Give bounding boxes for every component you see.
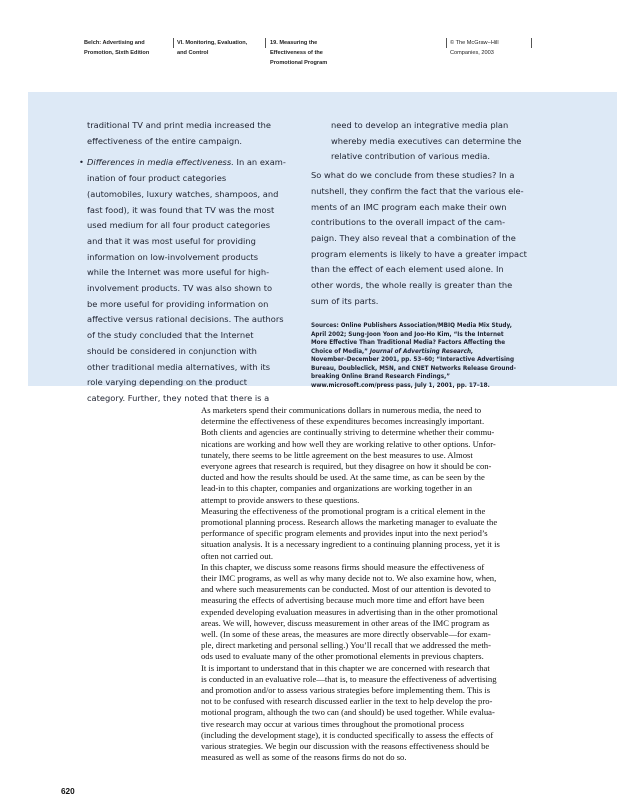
text-line: So what do we conclude from these studies? In a — [311, 170, 515, 181]
text-line: measuring the effects of advertising because much more time and effort have been — [201, 595, 485, 606]
header-divider — [446, 38, 447, 48]
bullet-continuation — [311, 118, 526, 165]
text-line: Measuring the effectiveness of the promotional program is a critical element in the — [201, 505, 486, 516]
text-line: sum of its parts. — [311, 295, 379, 306]
text-line: performance of specific program elements and provides input into the next period’s — [201, 528, 488, 539]
text-line: determine the effectiveness of these expenditures becomes increasingly important. — [201, 416, 485, 427]
header-book-title: Belch: Advertising and Promotion, Sixth Edition — [84, 40, 150, 56]
header-divider — [265, 38, 266, 48]
text-line: and where such measurements can be conducted. Most of our attention is devoted to — [201, 584, 491, 595]
text-line: lead-in to this chapter, companies and organizations are working together in an — [201, 483, 473, 494]
text-line: relative contribution of various media. — [331, 151, 490, 162]
header-divider — [173, 38, 174, 48]
text-line: nications are working and how well they are working relative to other options. Unfor- — [201, 438, 496, 449]
text-line: (including the development stage), it is conducted specifically to assess the effects of — [201, 729, 494, 740]
text-line: ods used to evaluate many of the other promotional elements in previous chapters. — [201, 651, 484, 662]
text-line: fast food), it was found that TV was the most — [87, 204, 275, 215]
text-line: well. (In some of these areas, the measures are more directly observable—for exam- — [201, 629, 491, 640]
text-line: role varying depending on the product — [87, 377, 248, 388]
text-line: attempt to provide answers to these questions. — [201, 494, 360, 505]
sources-citation: Sources: Online Publishers Association/MBIQ Media Mix Study, April 2002; Sung-Joon Yoon and Joo-Ho Kim, “Is the Internet More Effective Than Traditional Media? Factors Affecting the Choice of Media,” Journal of Advertising Research, November–December 2001, pp. 53–60; “Interactive Advertising Bureau, Doubleclick, MSN, and CNET Networks Release Ground- breaking Online Brand Research Findings,” www.microsoft.com/press pass, July 1, 2001, pp. 17–18. — [311, 323, 516, 389]
text-line: while the Internet was more useful for high- — [87, 267, 270, 278]
text-line: other traditional media alternatives, with its — [87, 361, 271, 372]
bullet-marker: • — [79, 157, 84, 168]
header-divider — [531, 38, 532, 48]
text-line: motional program, although the two can (and should) be used together. While evalua- — [201, 707, 495, 718]
text-line: effectiveness of the entire campaign. — [87, 135, 243, 146]
page-number: 620 — [61, 787, 75, 796]
text-line: ple, direct marketing and personal selling.) You’ll recall that we addressed the meth- — [201, 640, 491, 651]
bullet-lead: Differences in media effectiveness. — [87, 157, 234, 168]
text-line: often not carried out. — [201, 550, 274, 561]
text-line: promotional planning process. Research allows the marketing manager to evaluate the — [201, 517, 498, 528]
text-line: information on low-involvement products — [87, 251, 259, 262]
text-line: situation analysis. It is a necessary ingredient to a continuing planning process, yet it is — [201, 539, 500, 550]
text-line: whereby media executives can determine the — [331, 135, 522, 146]
text-line: paign. They also reveal that a combination of the — [311, 232, 516, 243]
text-line: is conducted in an evaluative role—that is, to measure the effectiveness of advertising — [201, 673, 497, 684]
text-line: areas. We will, however, discuss measurement in other areas of the IMC program as — [201, 617, 490, 628]
text-line: affective versus rational decisions. The authors — [87, 314, 284, 325]
header-part-title: VI. Monitoring, Evaluation, and Control — [177, 40, 248, 56]
text-line: nutshell, they confirm the fact that the various ele- — [311, 185, 524, 196]
text-line: should be considered in conjunction with — [87, 345, 257, 356]
text-line: ments of an IMC program each make their own — [311, 201, 507, 212]
text-line: As marketers spend their communications dollars in numerous media, the need to — [201, 405, 482, 415]
text-line: various strategies. We begin our discussion with the reasons effectiveness should be — [201, 741, 490, 752]
running-header — [84, 38, 532, 82]
text-line: involvement products. TV was also shown to — [87, 283, 273, 294]
text-line: Differences in media effectiveness. In an exam- — [87, 157, 286, 168]
text-line: program elements is likely to have a greater impact — [311, 248, 527, 259]
body-text — [201, 405, 527, 764]
bullet-item-media-effectiveness — [79, 155, 302, 406]
text-line: than the effect of each element used alone. In — [311, 264, 504, 275]
text-line: In this chapter, we discuss some reasons firms should measure the effectiveness of — [201, 561, 485, 572]
text-line: not to be confused with research discussed earlier in the text to help develop the pro- — [201, 696, 493, 707]
text-line: need to develop an integrative media plan — [331, 120, 509, 130]
text-line: and that it was most useful for providing — [87, 235, 256, 246]
text-line: ducted and how the results should be used. At the same time, as can be seen by the — [201, 472, 485, 483]
text-line: other words, the whole really is greater than the — [311, 280, 513, 291]
text-line: their IMC programs, as well as why many decide not to. We also examine how, when, — [201, 573, 497, 584]
header-chapter-title: 19. Measuring the Effectiveness of the Promotional Program — [270, 40, 328, 66]
text-line: measured as well as some of the reasons firms do not do so. — [201, 752, 407, 763]
text-line: (automobiles, luxury watches, shampoos, and — [87, 188, 279, 199]
text-line: category. Further, they noted that there is a — [87, 392, 270, 403]
text-line: used medium for all four product categories — [87, 220, 271, 231]
text-line: tunately, there seems to be little agreement on the best measures to use. Almost — [201, 449, 473, 460]
text-line: Both clients and agencies are continually striving to determine whether their commu- — [201, 427, 495, 438]
text-line: ination of four product categories — [87, 173, 227, 184]
text-line: It is important to understand that in this chapter we are concerned with research that — [201, 662, 490, 673]
text-line: tive research may occur at various times throughout the promotional process — [201, 718, 464, 729]
text-line: expended developing evaluation measures in advertising than in the other promotional — [201, 606, 498, 617]
text-line: everyone agrees that research is required, but they disagree on how it should be con- — [201, 461, 492, 472]
sidebar-right-column — [311, 118, 526, 390]
header-copyright: © The McGraw−Hill Companies, 2003 — [450, 40, 499, 56]
text-line: of the study concluded that the Internet — [87, 330, 254, 341]
text-line: traditional TV and print media increased the — [87, 120, 271, 130]
sidebar-left-column — [79, 118, 302, 407]
conclusion-paragraph — [311, 168, 526, 309]
text-line: contributions to the overall impact of the cam- — [311, 217, 506, 228]
text-line: and promotion and/or to assess various strategies before implementing them. This is — [201, 685, 491, 696]
text-line: be more useful for providing information on — [87, 298, 269, 309]
